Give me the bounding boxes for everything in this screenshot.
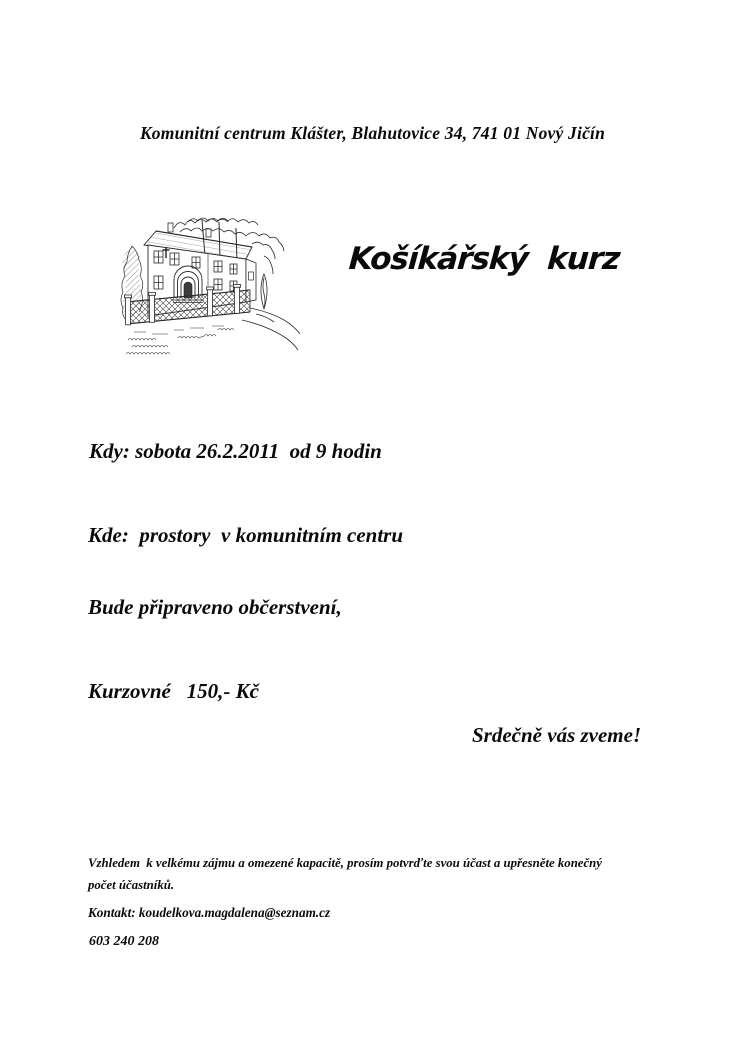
monastery-sketch-image	[118, 180, 310, 336]
building-drawing-svg	[118, 216, 310, 372]
where-line: Kde: prostory v komunitním centru	[88, 523, 404, 547]
note-line-1: Vzhledem k velkému zájmu a omezené kapacitě, prosím potvrďte svou účast a upřesněte konečný	[88, 856, 602, 870]
contact-line: Kontakt: koudelkova.magdalena@seznam.cz	[88, 905, 331, 920]
refreshments-line: Bude připraveno občerstvení,	[88, 595, 342, 619]
note-line-2: počet účastníků.	[88, 878, 175, 892]
closing-line: Srdečně vás zveme!	[472, 723, 642, 747]
address-line: Komunitní centrum Klášter, Blahutovice 34, 741 01 Nový Jičín	[139, 123, 606, 143]
phone-line: 603 240 208	[89, 934, 159, 949]
when-line: Kdy: sobota 26.2.2011 od 9 hodin	[89, 439, 382, 463]
course-title: Košíkářský kurz	[347, 241, 621, 277]
fee-line: Kurzovné 150,- Kč	[88, 679, 259, 703]
